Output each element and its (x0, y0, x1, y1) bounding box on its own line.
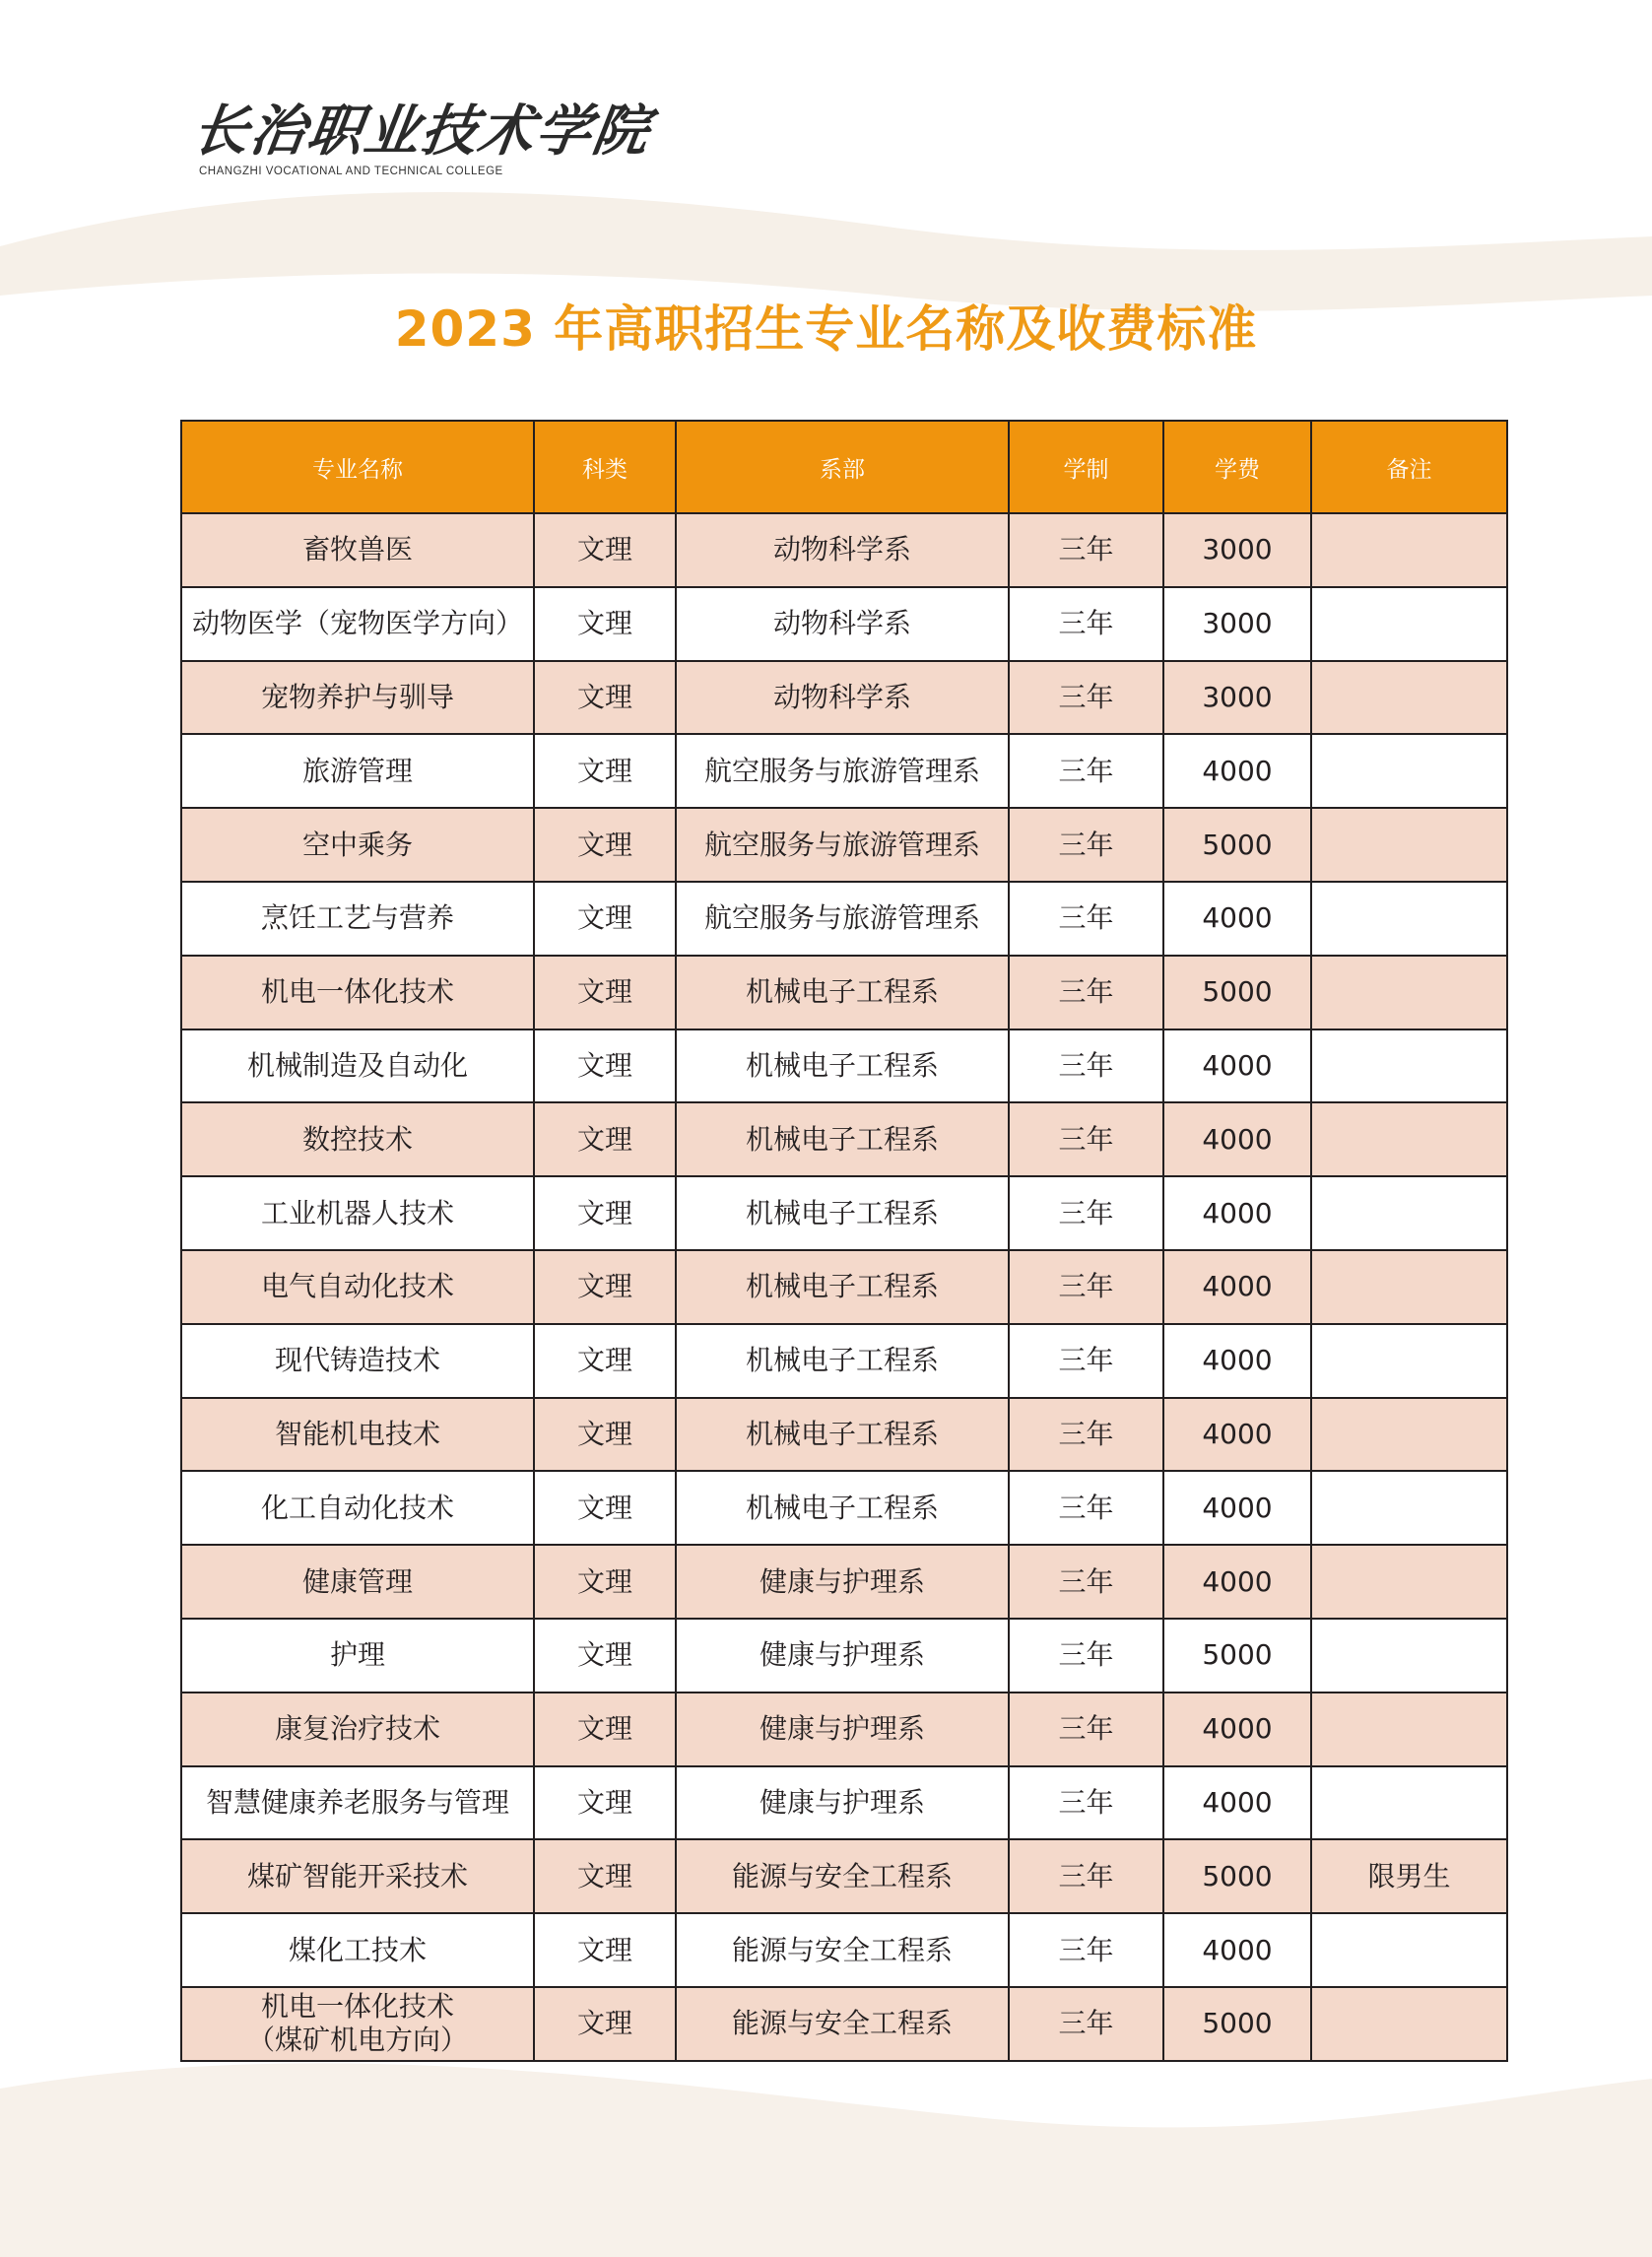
cell-department: 机械电子工程系 (676, 1029, 1009, 1103)
cell-tuition: 4000 (1163, 1766, 1311, 1840)
cell-major: 机电一体化技术 (181, 956, 534, 1029)
table-row (181, 1913, 1507, 1987)
cell-category: 文理 (534, 1029, 676, 1103)
cell-remarks: 限男生 (1311, 1839, 1507, 1913)
cell-duration: 三年 (1009, 1250, 1163, 1324)
cell-major: 健康管理 (181, 1545, 534, 1619)
table-row (181, 1250, 1507, 1324)
cell-duration: 三年 (1009, 808, 1163, 882)
cell-remarks (1311, 1619, 1507, 1693)
cell-tuition: 3000 (1163, 587, 1311, 661)
fee-table (180, 420, 1508, 2062)
cell-duration: 三年 (1009, 1987, 1163, 2061)
cell-tuition: 5000 (1163, 1619, 1311, 1693)
table-row (181, 1619, 1507, 1693)
cell-duration: 三年 (1009, 661, 1163, 735)
cell-category: 文理 (534, 1693, 676, 1766)
cell-major: 工业机器人技术 (181, 1176, 534, 1250)
cell-remarks (1311, 1913, 1507, 1987)
table-row (181, 808, 1507, 882)
cell-tuition: 5000 (1163, 1987, 1311, 2061)
cell-department: 机械电子工程系 (676, 1176, 1009, 1250)
cell-major: 智慧健康养老服务与管理 (181, 1766, 534, 1840)
cell-department: 机械电子工程系 (676, 1250, 1009, 1324)
header-category: 科类 (534, 421, 676, 513)
cell-major: 动物医学（宠物医学方向） (181, 587, 534, 661)
table-row (181, 1471, 1507, 1545)
cell-department: 能源与安全工程系 (676, 1913, 1009, 1987)
cell-major: 畜牧兽医 (181, 513, 534, 587)
cell-department: 航空服务与旅游管理系 (676, 734, 1009, 808)
cell-duration: 三年 (1009, 1766, 1163, 1840)
cell-remarks (1311, 1250, 1507, 1324)
cell-duration: 三年 (1009, 1545, 1163, 1619)
cell-duration: 三年 (1009, 1029, 1163, 1103)
cell-category: 文理 (534, 661, 676, 735)
cell-duration: 三年 (1009, 1176, 1163, 1250)
cell-tuition: 4000 (1163, 1324, 1311, 1398)
cell-department: 动物科学系 (676, 513, 1009, 587)
cell-major: 宠物养护与驯导 (181, 661, 534, 735)
cell-duration: 三年 (1009, 1102, 1163, 1176)
cell-duration: 三年 (1009, 734, 1163, 808)
cell-tuition: 5000 (1163, 956, 1311, 1029)
table-row (181, 1324, 1507, 1398)
table-row (181, 1029, 1507, 1103)
cell-remarks (1311, 1029, 1507, 1103)
cell-category: 文理 (534, 1545, 676, 1619)
cell-category: 文理 (534, 808, 676, 882)
cell-duration: 三年 (1009, 1839, 1163, 1913)
header-department: 系部 (676, 421, 1009, 513)
cell-remarks (1311, 1176, 1507, 1250)
cell-remarks (1311, 1693, 1507, 1766)
cell-category: 文理 (534, 956, 676, 1029)
cell-remarks (1311, 956, 1507, 1029)
cell-category: 文理 (534, 1766, 676, 1840)
cell-department: 机械电子工程系 (676, 1471, 1009, 1545)
cell-major: 烹饪工艺与营养 (181, 882, 534, 956)
cell-duration: 三年 (1009, 513, 1163, 587)
cell-tuition: 4000 (1163, 1545, 1311, 1619)
cell-department: 能源与安全工程系 (676, 1987, 1009, 2061)
cell-remarks (1311, 661, 1507, 735)
header-duration: 学制 (1009, 421, 1163, 513)
cell-duration: 三年 (1009, 1913, 1163, 1987)
table-row (181, 882, 1507, 956)
cell-category: 文理 (534, 513, 676, 587)
cell-category: 文理 (534, 587, 676, 661)
cell-remarks (1311, 513, 1507, 587)
cell-category: 文理 (534, 1102, 676, 1176)
cell-remarks (1311, 1102, 1507, 1176)
cell-category: 文理 (534, 1987, 676, 2061)
table-row (181, 1176, 1507, 1250)
cell-remarks (1311, 1545, 1507, 1619)
cell-category: 文理 (534, 1839, 676, 1913)
table-row (181, 1839, 1507, 1913)
cell-category: 文理 (534, 1398, 676, 1472)
cell-category: 文理 (534, 1913, 676, 1987)
table-row (181, 956, 1507, 1029)
cell-tuition: 4000 (1163, 1693, 1311, 1766)
cell-department: 机械电子工程系 (676, 1102, 1009, 1176)
cell-tuition: 4000 (1163, 1398, 1311, 1472)
cell-duration: 三年 (1009, 587, 1163, 661)
page-title: 2023 年高职招生专业名称及收费标准 (394, 300, 1258, 358)
cell-duration: 三年 (1009, 882, 1163, 956)
cell-tuition: 4000 (1163, 1102, 1311, 1176)
cell-category: 文理 (534, 1250, 676, 1324)
table-row (181, 1398, 1507, 1472)
cell-department: 航空服务与旅游管理系 (676, 808, 1009, 882)
cell-department: 机械电子工程系 (676, 1398, 1009, 1472)
cell-duration: 三年 (1009, 1324, 1163, 1398)
cell-remarks (1311, 587, 1507, 661)
table-row (181, 587, 1507, 661)
cell-tuition: 3000 (1163, 513, 1311, 587)
cell-remarks (1311, 1471, 1507, 1545)
cell-duration: 三年 (1009, 1398, 1163, 1472)
cell-tuition: 4000 (1163, 734, 1311, 808)
cell-major: 机械制造及自动化 (181, 1029, 534, 1103)
cell-tuition: 5000 (1163, 1839, 1311, 1913)
cell-major: 现代铸造技术 (181, 1324, 534, 1398)
cell-major: 化工自动化技术 (181, 1471, 534, 1545)
cell-duration: 三年 (1009, 1471, 1163, 1545)
cell-major: 旅游管理 (181, 734, 534, 808)
cell-department: 机械电子工程系 (676, 956, 1009, 1029)
cell-tuition: 4000 (1163, 1029, 1311, 1103)
cell-category: 文理 (534, 1619, 676, 1693)
cell-major: 煤化工技术 (181, 1913, 534, 1987)
cell-remarks (1311, 882, 1507, 956)
cell-major: 电气自动化技术 (181, 1250, 534, 1324)
cell-tuition: 5000 (1163, 808, 1311, 882)
cell-category: 文理 (534, 882, 676, 956)
cell-category: 文理 (534, 734, 676, 808)
cell-category: 文理 (534, 1324, 676, 1398)
header-remarks: 备注 (1311, 421, 1507, 513)
cell-duration: 三年 (1009, 1619, 1163, 1693)
header-tuition: 学费 (1163, 421, 1311, 513)
cell-department: 健康与护理系 (676, 1545, 1009, 1619)
table-row (181, 734, 1507, 808)
cell-tuition: 3000 (1163, 661, 1311, 735)
logo-english-name: CHANGZHI VOCATIONAL AND TECHNICAL COLLEGE (199, 166, 503, 177)
cell-department: 健康与护理系 (676, 1766, 1009, 1840)
cell-major: 智能机电技术 (181, 1398, 534, 1472)
table-row (181, 1693, 1507, 1766)
cell-tuition: 4000 (1163, 1471, 1311, 1545)
cell-tuition: 4000 (1163, 882, 1311, 956)
cell-remarks (1311, 1324, 1507, 1398)
cell-department: 健康与护理系 (676, 1693, 1009, 1766)
cell-major: 康复治疗技术 (181, 1693, 534, 1766)
cell-duration: 三年 (1009, 1693, 1163, 1766)
cell-tuition: 4000 (1163, 1913, 1311, 1987)
cell-major: 护理 (181, 1619, 534, 1693)
table-row (181, 1102, 1507, 1176)
cell-tuition: 4000 (1163, 1250, 1311, 1324)
cell-tuition: 4000 (1163, 1176, 1311, 1250)
cell-department: 航空服务与旅游管理系 (676, 882, 1009, 956)
cell-category: 文理 (534, 1176, 676, 1250)
table-row (181, 1545, 1507, 1619)
cell-major: 数控技术 (181, 1102, 534, 1176)
cell-department: 机械电子工程系 (676, 1324, 1009, 1398)
cell-department: 能源与安全工程系 (676, 1839, 1009, 1913)
cell-remarks (1311, 1766, 1507, 1840)
cell-duration: 三年 (1009, 956, 1163, 1029)
cell-department: 动物科学系 (676, 661, 1009, 735)
logo-chinese-name: 长治职业技术学院 (188, 99, 655, 164)
cell-category: 文理 (534, 1471, 676, 1545)
cell-remarks (1311, 1398, 1507, 1472)
cell-remarks (1311, 808, 1507, 882)
cell-major: 煤矿智能开采技术 (181, 1839, 534, 1913)
cell-major: 空中乘务 (181, 808, 534, 882)
table-row (181, 1766, 1507, 1840)
cell-remarks (1311, 1987, 1507, 2061)
cell-remarks (1311, 734, 1507, 808)
college-logo (188, 99, 655, 177)
table-row (181, 661, 1507, 735)
cell-department: 健康与护理系 (676, 1619, 1009, 1693)
table-header-row (181, 421, 1507, 513)
header-major: 专业名称 (181, 421, 534, 513)
cell-department: 动物科学系 (676, 587, 1009, 661)
table-row (181, 1987, 1507, 2061)
table-row (181, 513, 1507, 587)
cell-major: 机电一体化技术 （煤矿机电方向） (181, 1987, 534, 2061)
